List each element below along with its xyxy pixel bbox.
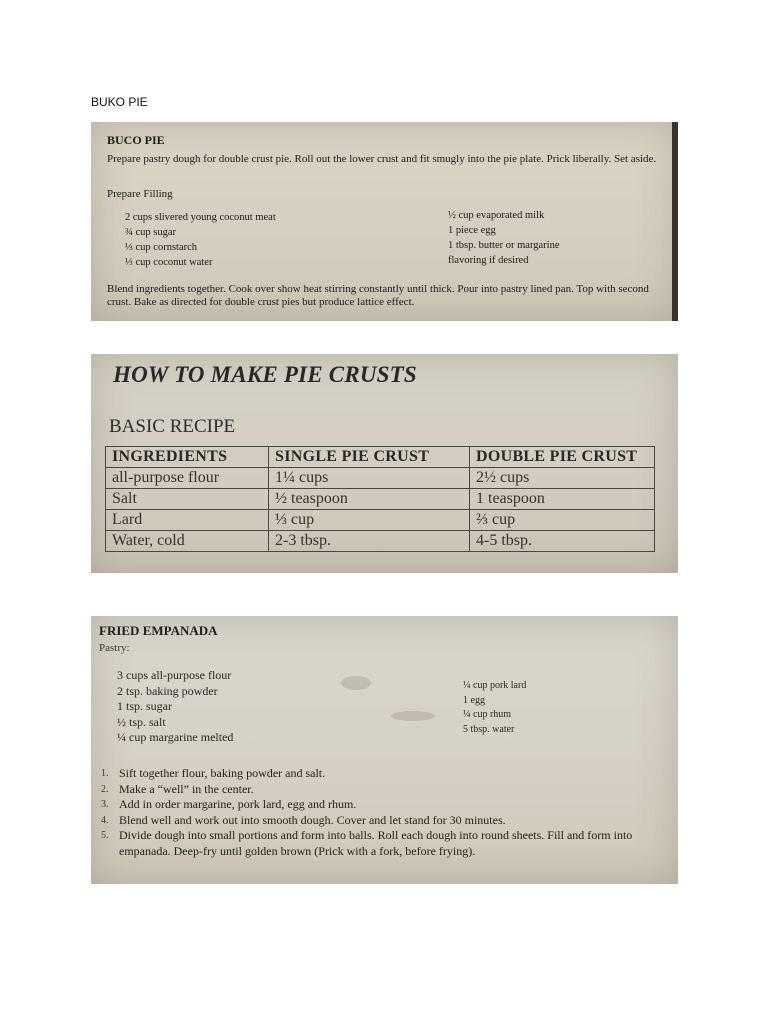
ingredient-item: 3 cups all-purpose flour <box>117 668 232 682</box>
pastry-ingredients-left <box>117 668 233 746</box>
pie-crust-table <box>105 446 655 552</box>
paper-speck <box>391 711 435 721</box>
step-text: Add in order margarine, pork lard, egg and rhum. <box>119 797 357 811</box>
ingredient-item: ¼ cup pork lard <box>463 680 527 691</box>
step-text: Blend well and work out into smooth dough. Cover and let stand for 30 minutes. <box>119 812 506 827</box>
list-item <box>101 813 656 829</box>
ingredient-item: flavoring if desired <box>448 255 529 266</box>
table-cell: 2½ cups <box>470 468 655 489</box>
empanada-title: FRIED EMPANADA <box>99 623 218 638</box>
step-text: Sift together flour, baking powder and salt. <box>119 766 326 780</box>
list-item <box>101 782 656 798</box>
ingredient-item: 1 tsp. sugar <box>117 699 172 713</box>
table-cell: 1 teaspoon <box>470 489 655 510</box>
ingredient-item: ¾ cup sugar <box>125 227 177 238</box>
list-item <box>101 766 656 782</box>
table-cell: ⅓ cup <box>269 510 470 531</box>
list-item <box>101 797 656 813</box>
buco-pie-title: BUCO PIE <box>107 133 165 147</box>
fried-empanada-photo <box>91 616 678 884</box>
ingredient-item: ⅓ cup cornstarch <box>125 242 198 253</box>
ingredient-item: 5 tbsp. water <box>463 723 515 735</box>
table-header: DOUBLE PIE CRUST <box>470 447 655 468</box>
table-cell: ½ teaspoon <box>269 489 470 510</box>
buco-pie-method: Blend ingredients together. Cook over show heat stirring constantly until thick. Pour into pastry lined pan. Top with second crust. Bake as directed for double crust pies but produce lattice effect. <box>107 283 649 308</box>
pie-crust-title: HOW TO MAKE PIE CRUSTS <box>113 362 417 387</box>
table-header-row <box>106 447 655 468</box>
empanada-steps <box>101 766 656 859</box>
table-cell: 1¼ cups <box>269 468 470 489</box>
step-text: Make a “well” in the center. <box>119 781 254 796</box>
table-cell: ⅔ cup <box>470 510 655 531</box>
step-number: 3. <box>101 799 109 810</box>
pastry-label: Pastry: <box>99 642 130 654</box>
step-number: 2. <box>101 783 109 795</box>
step-number: 4. <box>101 814 109 826</box>
ingredient-item: 1 egg <box>463 694 485 706</box>
filling-ingredients-right <box>448 208 560 268</box>
pie-crust-photo <box>91 354 678 573</box>
ingredient-item: 2 cups slivered young coconut meat <box>125 212 276 223</box>
filling-subhead: Prepare Filling <box>107 188 173 200</box>
table-row <box>106 510 655 531</box>
table-cell: Salt <box>106 489 269 510</box>
paper-speck <box>341 676 371 690</box>
buco-pie-intro: Prepare pastry dough for double crust pie. Roll out the lower crust and fit smugly into the pie plate. Prick liberally. Set aside. <box>107 153 657 165</box>
table-cell: Lard <box>106 510 269 531</box>
step-number: 1. <box>101 768 109 779</box>
step-number: 5. <box>101 830 109 841</box>
basic-recipe-subtitle: BASIC RECIPE <box>109 416 236 437</box>
step-text: Divide dough into small portions and form into balls. Roll each dough into round sheets. Fill and form into empanada. Deep-fry until golden brown (Prick with a fork, before frying). <box>119 828 633 858</box>
ingredient-item: ¼ cup rhum <box>463 709 512 720</box>
pastry-ingredients-right <box>463 679 526 737</box>
list-item <box>101 828 656 859</box>
buco-pie-photo <box>91 122 678 321</box>
ingredient-item: 1 tbsp. butter or margarine <box>448 240 560 251</box>
ingredient-item: ½ cup evaporated milk <box>448 210 545 221</box>
ingredient-item: 1 piece egg <box>448 225 496 236</box>
table-header: INGREDIENTS <box>106 447 269 468</box>
table-row <box>106 489 655 510</box>
table-cell: Water, cold <box>106 531 269 552</box>
photo-edge <box>672 122 678 321</box>
ingredient-item: 2 tsp. baking powder <box>117 683 218 698</box>
table-cell: 2-3 tbsp. <box>269 531 470 552</box>
table-cell: 4-5 tbsp. <box>470 531 655 552</box>
ingredient-item: ⅓ cup coconut water <box>125 257 213 268</box>
ingredient-item: ¼ cup margarine melted <box>117 730 234 744</box>
table-row <box>106 468 655 489</box>
table-cell: all-purpose flour <box>106 468 269 489</box>
document-heading: BUKO PIE <box>91 95 148 109</box>
ingredient-item: ½ tsp. salt <box>117 714 166 729</box>
table-header: SINGLE PIE CRUST <box>269 447 470 468</box>
filling-ingredients-left <box>125 210 276 270</box>
table-row <box>106 531 655 552</box>
